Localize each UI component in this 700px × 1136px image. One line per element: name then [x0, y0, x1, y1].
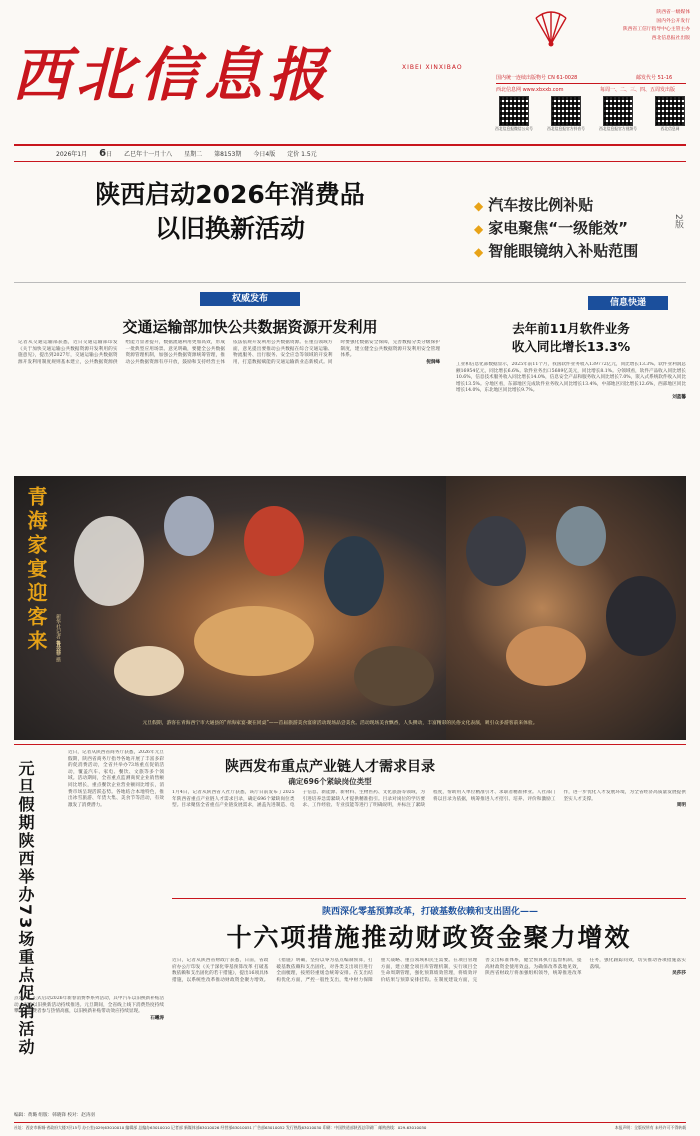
page-ref[interactable]: 2版 — [673, 214, 683, 229]
qr-code-icon[interactable] — [551, 96, 581, 126]
qr-code-row — [492, 96, 692, 144]
lead-headline-line: 以旧换新活动 — [154, 214, 305, 243]
left-story-body: 近日，记者从陕西省商务厅获悉，2026年元旦假期，陕西省商务厅指导各地开展了丰富多彩的促消费活动，全省共举办73场重点促销活动，覆盖汽车、家电、餐饮、文旅等多个领域。活动期间，全省重点监测商贸企业销售额同比增长，重点餐饮企业营业额同比增长，消费市场呈现活跃态势。各地结合本地特色，推出冰雪旅游、年货大集、美食节等活动，有效激发了消费潜力。 — [68, 750, 164, 808]
info-story1-byline: 刘蓝馨 — [672, 394, 686, 400]
lead-bullets — [474, 194, 638, 263]
masthead-title: 西北信息报 — [12, 41, 333, 109]
qr-caption: 西北信息报官方视频号 — [599, 126, 637, 131]
feast-photo-right[interactable] — [446, 476, 686, 740]
footer-license: 本报声明：全版权所有 未经许可不得转载 — [614, 1125, 686, 1130]
slogan-line: 西北信息报社出版 — [651, 35, 690, 41]
date-lunar: 乙巳年十一月十八 — [124, 150, 173, 158]
finance-byline: 吴莎莎 — [672, 971, 686, 977]
date-year-month: 2026年1月 — [56, 150, 88, 158]
talent-title[interactable]: 陕西发布重点产业链人才需求目录 — [225, 759, 435, 775]
editor-credits: 编辑：黄璐 组版：韩晓锋 校对：赵涛羽 — [14, 1113, 96, 1118]
qr-caption: 西北信息网 — [660, 126, 680, 131]
lead-bullet: ◆ 家电聚焦“一级能效” — [474, 217, 638, 240]
left-story-title[interactable]: 元旦假期陕西举办73场重点促销活动 — [16, 760, 35, 1057]
photo-story-title: 青海家宴迎客来 — [24, 486, 48, 654]
finance-title[interactable]: 十六项措施推动财政资金聚力增效 — [226, 923, 632, 952]
lead-headline-line: 陕西启动2026年消费品 — [95, 180, 365, 209]
qr-code-icon[interactable] — [655, 96, 685, 126]
post-code: 邮发代号 51-16 — [636, 75, 673, 81]
qr-code-icon[interactable] — [499, 96, 529, 126]
authority-tag: 权威发布 — [200, 292, 300, 306]
lead-bullet: ◆ 智能眼镜纳入补贴范围 — [474, 240, 638, 263]
issue-number: 第8153期 — [214, 150, 242, 158]
slogan-line: 陕西省一级媒体 — [656, 10, 690, 15]
talent-body: 1月4日，记者从陕西省人社厅获悉，该厅日前发布了2025年陕西省重点产业链人才需求目录，确定696个紧缺岗位类型。目录聚焦全省重点产业链发展需求，涵盖先进制造、电子信息、新能源、新材料、生物医药、文化旅游等领域，为引进培养急需紧缺人才提供精准指引。目录对岗位的学历要求、工作经验、专业技能等进行了明确说明，并标注了紧缺程度，帮助用人单位精准引才、求职者精准择业。人社部门将以目录为依据，统筹推进人才招引、培养、评价和激励工作，进一步优化人才发展环境，为全省经济高质量发展提供坚实人才支撑。 周明 — [172, 790, 686, 809]
authority-body: 记者从交通运输部获悉，近日交通运输部印发《关于加快交通运输公共数据资源开发利用的实施意见》，提出到2027年，交通运输公共数据资源开发利用制度规则基本建立，公共数据资源供给能力显著提升，数据流通利用更加高效，形成一批典型应用场景。意见明确，要健全公共数据资源管理机制，加强公共数据资源统筹管理，推动公共数据资源有序开放，鼓励和支持经营主体依法依规开发利用公共数据资源。在重点领域方面，意见提出要推动公共数据在综合交通运输、物流服务、出行服务、安全应急等领域的开发利用，打造数据赋能的交通运输新业态新模式。同时要强化数据安全保障，完善数据分类分级保护制度，建立健全公共数据资源开发利用安全管理体系。 倪润峰 — [18, 340, 440, 365]
talent-byline: 周明 — [676, 803, 686, 809]
cn-code: 国内统一连续出版物号 CN 61-0028 — [496, 75, 578, 81]
fan-logo-icon — [530, 6, 572, 48]
page-count: 今日4版 — [253, 150, 276, 158]
date-day: 6日 — [99, 147, 113, 159]
date-weekday: 星期二 — [184, 150, 203, 158]
qr-caption: 西北信息报官方抖音号 — [547, 126, 585, 131]
info-flash-tag: 信息快递 — [588, 296, 668, 310]
finance-kicker: 陕西深化零基预算改革，打破基数依赖和支出固化—— — [321, 907, 538, 917]
masthead-slogan — [574, 9, 690, 43]
lead-bullet: ◆ 汽车按比例补贴 — [474, 194, 638, 217]
price: 定价 1.5元 — [287, 150, 317, 158]
slogan-line: 国内外公开发行 — [656, 18, 690, 24]
info-story1-body: 工业和信息化部数据显示，2025年前11个月，我国软件业务收入139772亿元，同比增长13.3%。软件业利润总额16954亿元，同比增长6.6%。软件业务出口5689亿美元，同比增长8.1%。分领域看，软件产品收入同比增长10.6%，信息技术服务收入同比增长14.0%，信息安全产品和服务收入同比增长7.0%，嵌入式系统软件收入同比增长13.5%。分地区看，东部地区完成软件业务收入同比增长13.4%，中部地区同比增长12.6%，西部地区同比增长14.0%，东北地区同比增长9.7%。 刘蓝馨 — [456, 362, 686, 400]
footer-address: 社址：西安市新城·省政府大楼7层15号 办公室(029)63010010 编辑部 总编办63010010 记者部 新媒体部63010026 经营部63010051 广告部63010052 发行热线63010030 印刷：中国铁道部陕西总印刷厂 邮购热线：029-63010030 — [14, 1125, 427, 1130]
website: 西北信息网 www.xbxxb.com — [496, 87, 564, 93]
schedule: 每周一、二、三、四、五周发出版 — [600, 87, 676, 93]
lead-headline[interactable] — [20, 178, 440, 246]
left-story-tail: 点领域，正式启动2026年新春消费季系列活动，其中汽车以旧换新补贴活动、家电以旧换新活动持续推进。元旦期间，全省线上线下消费热度持续攀升，消费者参与热情高涨，以旧换新补贴带动效应持续显现。 石曦涛 — [14, 996, 164, 1021]
dateline — [56, 147, 516, 159]
photo-byline: 新华社记者 鲁芸菲 摄 — [55, 614, 61, 663]
feast-photo[interactable] — [14, 476, 446, 740]
authority-title[interactable]: 交通运输部加快公共数据资源开发利用 — [122, 318, 378, 336]
photo-caption: 元旦假期，游客在青海西宁市大通县的“青海家宴·聚在同桌”——首届旅游美食宴席活动现场品尝美食。活动现场美食飘香，人头攒动，丰富精彩的民俗文化表演，吸引众多游客前来体验。 — [142, 721, 538, 726]
left-story-byline: 石曦涛 — [150, 1015, 164, 1021]
info-story1-title[interactable]: 去年前11月软件业务 收入同比增长13.3% — [511, 321, 631, 354]
finance-body: 近日，记者从陕西省财政厅获悉，日前，省政府办公厅印发《关于深化零基预算改革 打破基数依赖和支出固化的若干措施》，提出16项具体措施，以系统性改革推动财政资金聚力增效。《措施》明确，坚持以零为基点编制预算，打破基数依赖和支出固化，对各类支出项目进行全面梳理，按照轻重缓急统筹安排。在支出结构优化方面，严控一般性支出，集中财力保障重大战略、重点领域和民生需要。在项目管理方面，建立健全项目库管理机制，实行项目全生命周期管理，强化预算绩效管理，将绩效评价结果与预算安排挂钩。在制度建设方面，完善支出标准体系，健全预算执行监督机制，提高财政资金使用效益。为确保改革落地见效，陕西省财政厅将加强组织领导，统筹推进改革任务，强化跟踪问效，切实推动各项措施落实落细。 吴莎莎 — [172, 958, 686, 983]
qr-caption: 西北信息报微信公众号 — [495, 126, 533, 131]
slogan-line: 陕西省工信厅指导中心主管主办 — [622, 27, 690, 32]
masthead-pinyin: XIBEI XINXIBAO — [402, 64, 463, 71]
talent-subtitle: 确定696个紧缺岗位类型 — [288, 777, 372, 786]
authority-byline: 倪润峰 — [426, 359, 440, 365]
qr-code-icon[interactable] — [603, 96, 633, 126]
